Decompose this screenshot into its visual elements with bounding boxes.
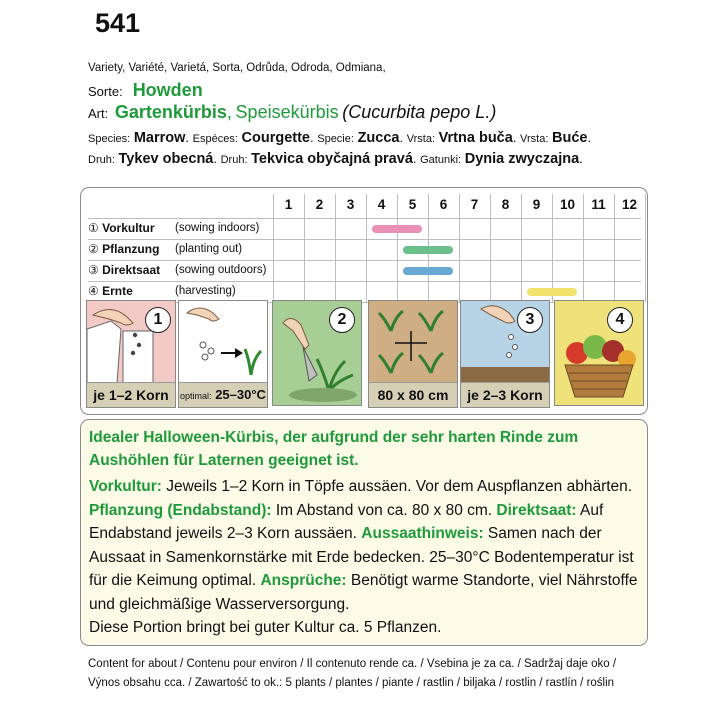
footer-line-2: Výnos obsahu cca. / Zawartość to ok.: 5 plants / plantes / piante / rastlin / biljaka / rostlin / rastlín / roślin [88, 677, 615, 689]
druh-line: Druh: Tykev obecná. Druh: Tekvica obyčajná pravá. Gatunki: Dynia zwyczajna. [88, 151, 583, 167]
tile-caption: 80 x 80 cm [369, 382, 457, 407]
druh-label: Druh: [88, 154, 115, 166]
grid-line [552, 194, 553, 302]
row-english: (planting out) [175, 243, 243, 255]
row-english: (harvesting) [175, 285, 236, 297]
aussaathinweis-label: Aussaathinweis: [361, 525, 484, 542]
month-1: 1 [284, 197, 293, 212]
specie-label: Specie: [317, 133, 354, 145]
month-2: 2 [315, 197, 324, 212]
druh2-label: Druh: [220, 154, 248, 166]
pflanzung-label: Pflanzung (Endabstand): [89, 501, 272, 519]
variety-name: Howden [132, 80, 203, 100]
gatunki-value: Dynia zwyczajna [464, 151, 580, 167]
grid-line [459, 194, 460, 302]
specie-value: Zucca [357, 130, 400, 146]
portion-text: Diese Portion bringt bei guter Kultur ca. 5 Pflanzen. [89, 619, 442, 636]
ansprueche-label: Ansprüche: [260, 572, 347, 589]
vrsta-label: Vrsta: [406, 133, 436, 145]
footer-line-1: Content for about / Contenu pour environ / Il contenuto rende ca. / Vsebina je za ca. / Sadržaj daje oko / [88, 658, 617, 670]
druh2-value: Tekvica obyčajná pravá [251, 151, 413, 167]
row-english: (sowing indoors) [175, 222, 260, 234]
sorte-line [88, 80, 203, 101]
step-symbol: ④ [88, 284, 103, 298]
germination-illustration [179, 301, 267, 383]
month-4: 4 [377, 197, 386, 212]
vorkultur-label: Vorkultur: [89, 478, 162, 495]
grid-line [304, 194, 305, 302]
row-name: Ernte [102, 284, 133, 298]
ansprueche-text: Benötigt warme Standorte, viel Nährstoffe und gleichmäßige Wasserversorgung. [89, 572, 638, 613]
step-symbol: ② [88, 242, 103, 256]
art-line [88, 102, 496, 123]
month-5: 5 [408, 197, 417, 212]
step-4-badge: 4 [607, 307, 633, 333]
month-11: 11 [591, 197, 606, 212]
direktsaat-label: Direktsaat: [496, 501, 577, 519]
species-label: Species: [88, 133, 131, 145]
period-bar-vorkultur [372, 225, 422, 233]
step-symbol: ③ [88, 263, 103, 277]
tile-caption: je 2–3 Korn [461, 382, 549, 407]
grid-line [88, 239, 641, 240]
footer [88, 655, 616, 693]
vrsta-value: Vrtna buča [438, 130, 513, 146]
druh-value: Tykev obecná [118, 151, 214, 167]
step-2-badge: 2 [329, 307, 355, 333]
grid-line [614, 194, 615, 302]
headline: Idealer Halloween-Kürbis, der aufgrund der sehr harten Rinde zum Aushöhlen für Laternen geeignet ist. [89, 429, 579, 469]
tile-germination [178, 300, 268, 408]
aussaathinweis-text: Samen nach der Aussaat in Samenkornstärke mit Erde bedecken. 25–30°C Bodentemperatur ist für die Keimung optimal. [89, 525, 634, 589]
direktsaat-text: Auf Endabstand jeweils 2–3 Korn aussäen. [89, 501, 604, 542]
grid-line [583, 194, 584, 302]
temperature-value: 25–30°C [215, 387, 266, 402]
vorkultur-text: Jeweils 1–2 Korn in Töpfe aussäen. Vor dem Auspflanzen abhärten. [161, 478, 633, 495]
gatunki-label: Gatunki: [420, 154, 462, 166]
especes-value: Courgette [241, 130, 310, 146]
instructions [89, 475, 639, 640]
month-8: 8 [501, 197, 510, 212]
step-symbol: ① [88, 221, 103, 235]
grid-line [397, 194, 398, 302]
species-line: Species: Marrow. Espéces: Courgette. Specie: Zucca. Vrsta: Vrtna buča. Vrsta: Buće. [88, 130, 592, 146]
grid-line [273, 194, 274, 302]
optimal-label: optimal: [180, 391, 212, 401]
tile-planting-out [272, 300, 362, 406]
art-common: Speisekürbis [235, 102, 339, 122]
tile-sowing-indoors [86, 300, 176, 408]
tile-caption: je 1–2 Korn [87, 382, 175, 407]
tile-caption [179, 382, 267, 407]
month-9: 9 [532, 197, 541, 212]
tile-direct-sowing [460, 300, 550, 408]
vrsta2-value: Buće [552, 130, 588, 146]
tile-spacing [368, 300, 458, 408]
tile-harvest [554, 300, 644, 406]
art-sep: , [226, 102, 232, 122]
grid-line [645, 194, 646, 302]
info-text [89, 426, 639, 640]
pflanzung-text: Im Abstand von ca. 80 x 80 cm. [271, 501, 497, 519]
row-english: (sowing outdoors) [175, 264, 267, 276]
art-label: Art: [88, 106, 109, 121]
period-bar-pflanzung [403, 246, 453, 254]
sorte-label: Sorte: [88, 84, 123, 99]
spacing-illustration [369, 301, 457, 383]
month-10: 10 [559, 197, 576, 212]
grid-line [88, 260, 641, 261]
month-7: 7 [470, 197, 479, 212]
period-bar-ernte [527, 288, 577, 296]
calendar-row-ernte [88, 281, 236, 301]
product-number: 541 [95, 8, 141, 38]
row-name: Vorkultur [102, 221, 155, 235]
art-name: Gartenkürbis [114, 102, 227, 122]
vrsta2-label: Vrsta: [520, 133, 549, 145]
grid-line [88, 281, 641, 282]
variety-line: Variety, Variété, Varietá, Sorta, Odrůda, Odroda, Odmiana, [88, 62, 386, 74]
month-6: 6 [439, 197, 448, 212]
especes-label: Espéces: [192, 133, 238, 145]
grid-line [88, 218, 641, 219]
grid-line [521, 194, 522, 302]
month-3: 3 [346, 197, 355, 212]
step-3-badge: 3 [517, 307, 543, 333]
step-1-badge: 1 [145, 307, 171, 333]
row-name: Pflanzung [102, 242, 160, 256]
grid-line [366, 194, 367, 302]
art-latin: (Cucurbita pepo L.) [342, 102, 497, 122]
calendar-row-vorkultur [88, 218, 260, 238]
row-name: Direktsaat [102, 263, 161, 277]
calendar-row-pflanzung [88, 239, 243, 259]
month-12: 12 [621, 197, 638, 212]
calendar-row-direktsaat [88, 260, 267, 280]
grid-line [490, 194, 491, 302]
species-value: Marrow [133, 130, 186, 146]
grid-line [335, 194, 336, 302]
period-bar-direktsaat [403, 267, 453, 275]
